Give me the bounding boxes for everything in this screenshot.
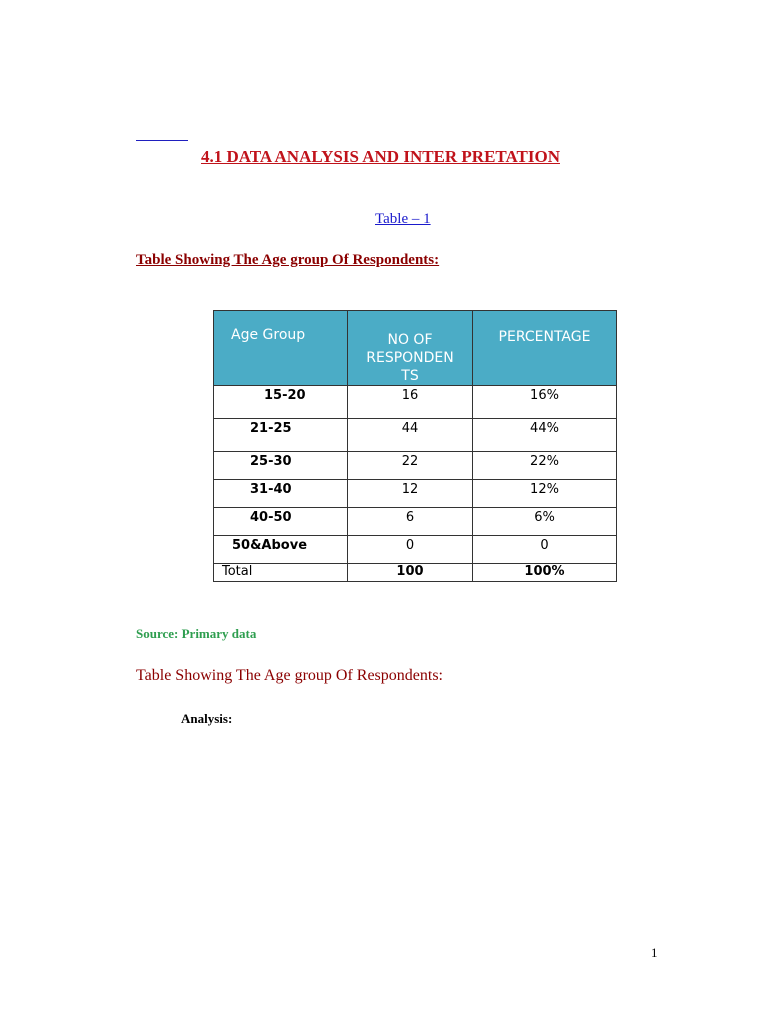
cell-respondents: 16: [348, 386, 473, 419]
table-subheading: Table Showing The Age group Of Respondents:: [136, 252, 440, 268]
cell-total-percentage: 100%: [473, 564, 617, 582]
cell-respondents: 22: [348, 452, 473, 480]
cell-age: 21-25: [214, 419, 348, 452]
cell-percentage: 16%: [473, 386, 617, 419]
header-no-of-line3: TS: [401, 368, 419, 384]
cell-percentage: 22%: [473, 452, 617, 480]
header-no-of-respondents: [348, 311, 473, 386]
header-no-of-line2: RESPONDEN: [366, 350, 454, 366]
cell-percentage: 6%: [473, 508, 617, 536]
cell-age: 25-30: [214, 452, 348, 480]
header-no-of-line1: NO OF: [387, 332, 433, 348]
cell-percentage: 0: [473, 536, 617, 564]
table-row: [214, 386, 617, 419]
table-caption: Table Showing The Age group Of Respondents:: [136, 667, 443, 684]
analysis-label: Analysis:: [181, 711, 233, 726]
cell-respondents: 44: [348, 419, 473, 452]
table-total-row: [214, 564, 617, 582]
cell-age: 50&Above: [214, 536, 348, 564]
page-number: 1: [651, 945, 658, 960]
header-percentage: PERCENTAGE: [473, 311, 617, 386]
cell-respondents: 6: [348, 508, 473, 536]
cell-percentage: 12%: [473, 480, 617, 508]
table-row: [214, 536, 617, 564]
cell-total-label: Total: [214, 564, 348, 582]
cell-percentage: 44%: [473, 419, 617, 452]
cell-age: 15-20: [214, 386, 348, 419]
cell-respondents: 0: [348, 536, 473, 564]
table-label: Table – 1: [375, 211, 431, 227]
table-row: [214, 508, 617, 536]
cell-age: 40-50: [214, 508, 348, 536]
top-rule: [136, 140, 188, 141]
cell-total-respondents: 100: [348, 564, 473, 582]
page-title: 4.1 DATA ANALYSIS AND INTER PRETATION: [201, 147, 560, 166]
header-age-group: Age Group: [214, 311, 348, 386]
table-row: [214, 452, 617, 480]
cell-age: 31-40: [214, 480, 348, 508]
cell-respondents: 12: [348, 480, 473, 508]
table-row: [214, 419, 617, 452]
source-note: Source: Primary data: [136, 626, 257, 641]
table-row: [214, 480, 617, 508]
age-group-table: [213, 310, 617, 582]
table-header-row: [214, 311, 617, 386]
